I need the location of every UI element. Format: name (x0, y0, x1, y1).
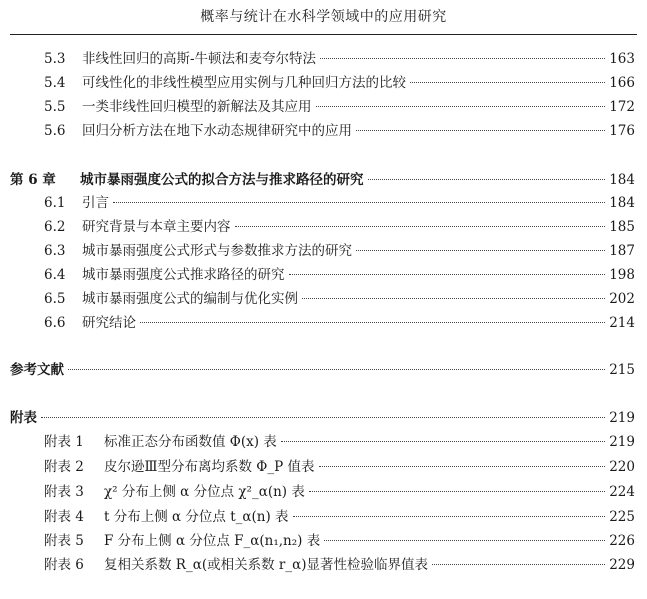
toc-appendix-table-4[interactable] (44, 506, 635, 528)
appendix-number: 附表 2 (44, 459, 84, 475)
header-rule (10, 34, 637, 35)
section-number: 6.5 (44, 291, 66, 307)
page-number: 220 (609, 459, 635, 475)
section-title: 研究结论 (82, 315, 136, 331)
dot-leader (309, 491, 605, 492)
section-number: 5.4 (44, 75, 66, 91)
dot-leader (235, 226, 606, 227)
dot-leader (319, 466, 606, 467)
page-number: 166 (609, 75, 635, 91)
page-number: 214 (609, 315, 635, 331)
section-number: 5.3 (44, 51, 66, 67)
section-title: 引言 (82, 195, 109, 211)
section-title: 研究背景与本章主要内容 (82, 219, 231, 235)
toc-appendix-table-1[interactable] (44, 431, 635, 453)
appendix-title: 附表 (10, 410, 37, 426)
page-number: 229 (609, 557, 635, 573)
chapter-title: 城市暴雨强度公式的拟合方法与推求路径的研究 (80, 172, 364, 188)
toc-entry-5-5[interactable] (44, 96, 635, 118)
toc-entry-6-2[interactable] (44, 216, 635, 238)
dot-leader (368, 179, 606, 180)
section-number: 6.2 (44, 219, 66, 235)
page-number: 163 (609, 51, 635, 67)
dot-leader (432, 564, 605, 565)
section-number: 6.1 (44, 195, 66, 211)
dot-leader (302, 298, 605, 299)
toc-entry-6-1[interactable] (44, 192, 635, 214)
appendix-number: 附表 1 (44, 434, 84, 450)
dot-leader (410, 82, 605, 83)
toc-entry-5-4[interactable] (44, 72, 635, 94)
appendix-item-title: χ² 分布上侧 α 分位点 χ²_α(n) 表 (104, 484, 305, 500)
page-number: 225 (609, 509, 635, 525)
page-number: 198 (609, 267, 635, 283)
section-title: 可线性化的非线性模型应用实例与几种回归方法的比较 (82, 75, 406, 91)
section-number: 5.5 (44, 99, 66, 115)
appendix-item-title: 皮尔逊Ⅲ型分布离均系数 Φ_P 值表 (104, 459, 315, 475)
appendix-number: 附表 3 (44, 484, 84, 500)
toc-chapter-6[interactable] (10, 169, 635, 191)
dot-leader (316, 106, 606, 107)
appendix-number: 附表 5 (44, 533, 84, 549)
appendix-item-title: t 分布上侧 α 分位点 t_α(n) 表 (104, 509, 289, 525)
dot-leader (356, 130, 605, 131)
dot-leader (113, 202, 605, 203)
page-number: 219 (609, 434, 635, 450)
appendix-item-title: 标准正态分布函数值 Φ(x) 表 (104, 434, 277, 450)
section-number: 5.6 (44, 123, 66, 139)
dot-leader (324, 540, 605, 541)
dot-leader (140, 322, 605, 323)
page-number: 219 (609, 410, 635, 426)
section-title: 非线性回归的高斯-牛顿法和麦夸尔特法 (82, 51, 317, 67)
section-title: 城市暴雨强度公式的编制与优化实例 (82, 291, 298, 307)
section-number: 6.3 (44, 243, 66, 259)
dot-leader (68, 369, 605, 370)
toc-appendix-table-2[interactable] (44, 456, 635, 478)
section-title: 回归分析方法在地下水动态规律研究中的应用 (82, 123, 352, 139)
page-number: 176 (609, 123, 635, 139)
page-number: 215 (609, 362, 635, 378)
section-title: 城市暴雨强度公式形式与参数推求方法的研究 (82, 243, 352, 259)
dot-leader (356, 250, 605, 251)
running-header: 概率与统计在水科学领域中的应用研究 (200, 9, 447, 25)
toc-appendix-table-5[interactable] (44, 530, 635, 552)
page-number: 202 (609, 291, 635, 307)
dot-leader (289, 274, 606, 275)
page-number: 184 (609, 195, 635, 211)
page-number: 187 (609, 243, 635, 259)
appendix-number: 附表 4 (44, 509, 84, 525)
section-number: 6.6 (44, 315, 66, 331)
section-number: 6.4 (44, 267, 66, 283)
toc-entry-6-4[interactable] (44, 264, 635, 286)
appendix-item-title: 复相关系数 R_α(或相关系数 r_α)显著性检验临界值表 (104, 557, 428, 573)
toc-appendix-table-6[interactable] (44, 554, 635, 576)
toc-appendix-table-3[interactable] (44, 481, 635, 503)
page-number: 226 (609, 533, 635, 549)
appendix-item-title: F 分布上侧 α 分位点 F_α(n₁,n₂) 表 (104, 533, 321, 549)
dot-leader (320, 58, 605, 59)
dot-leader (41, 417, 605, 418)
toc-entry-5-3[interactable] (44, 48, 635, 70)
dot-leader (281, 441, 605, 442)
appendix-number: 附表 6 (44, 557, 84, 573)
section-title: 一类非线性回归模型的新解法及其应用 (82, 99, 312, 115)
page-number: 184 (609, 172, 635, 188)
dot-leader (293, 516, 606, 517)
toc-entry-6-5[interactable] (44, 288, 635, 310)
toc-entry-6-3[interactable] (44, 240, 635, 262)
toc-entry-5-6[interactable] (44, 120, 635, 142)
toc-references[interactable] (10, 359, 635, 381)
page-number: 224 (609, 484, 635, 500)
chapter-number: 第 6 章 (10, 172, 56, 188)
page-number: 172 (609, 99, 635, 115)
section-title: 城市暴雨强度公式推求路径的研究 (82, 267, 285, 283)
page-number: 185 (609, 219, 635, 235)
references-title: 参考文献 (10, 362, 64, 378)
toc-appendix[interactable] (10, 407, 635, 429)
toc-entry-6-6[interactable] (44, 312, 635, 334)
